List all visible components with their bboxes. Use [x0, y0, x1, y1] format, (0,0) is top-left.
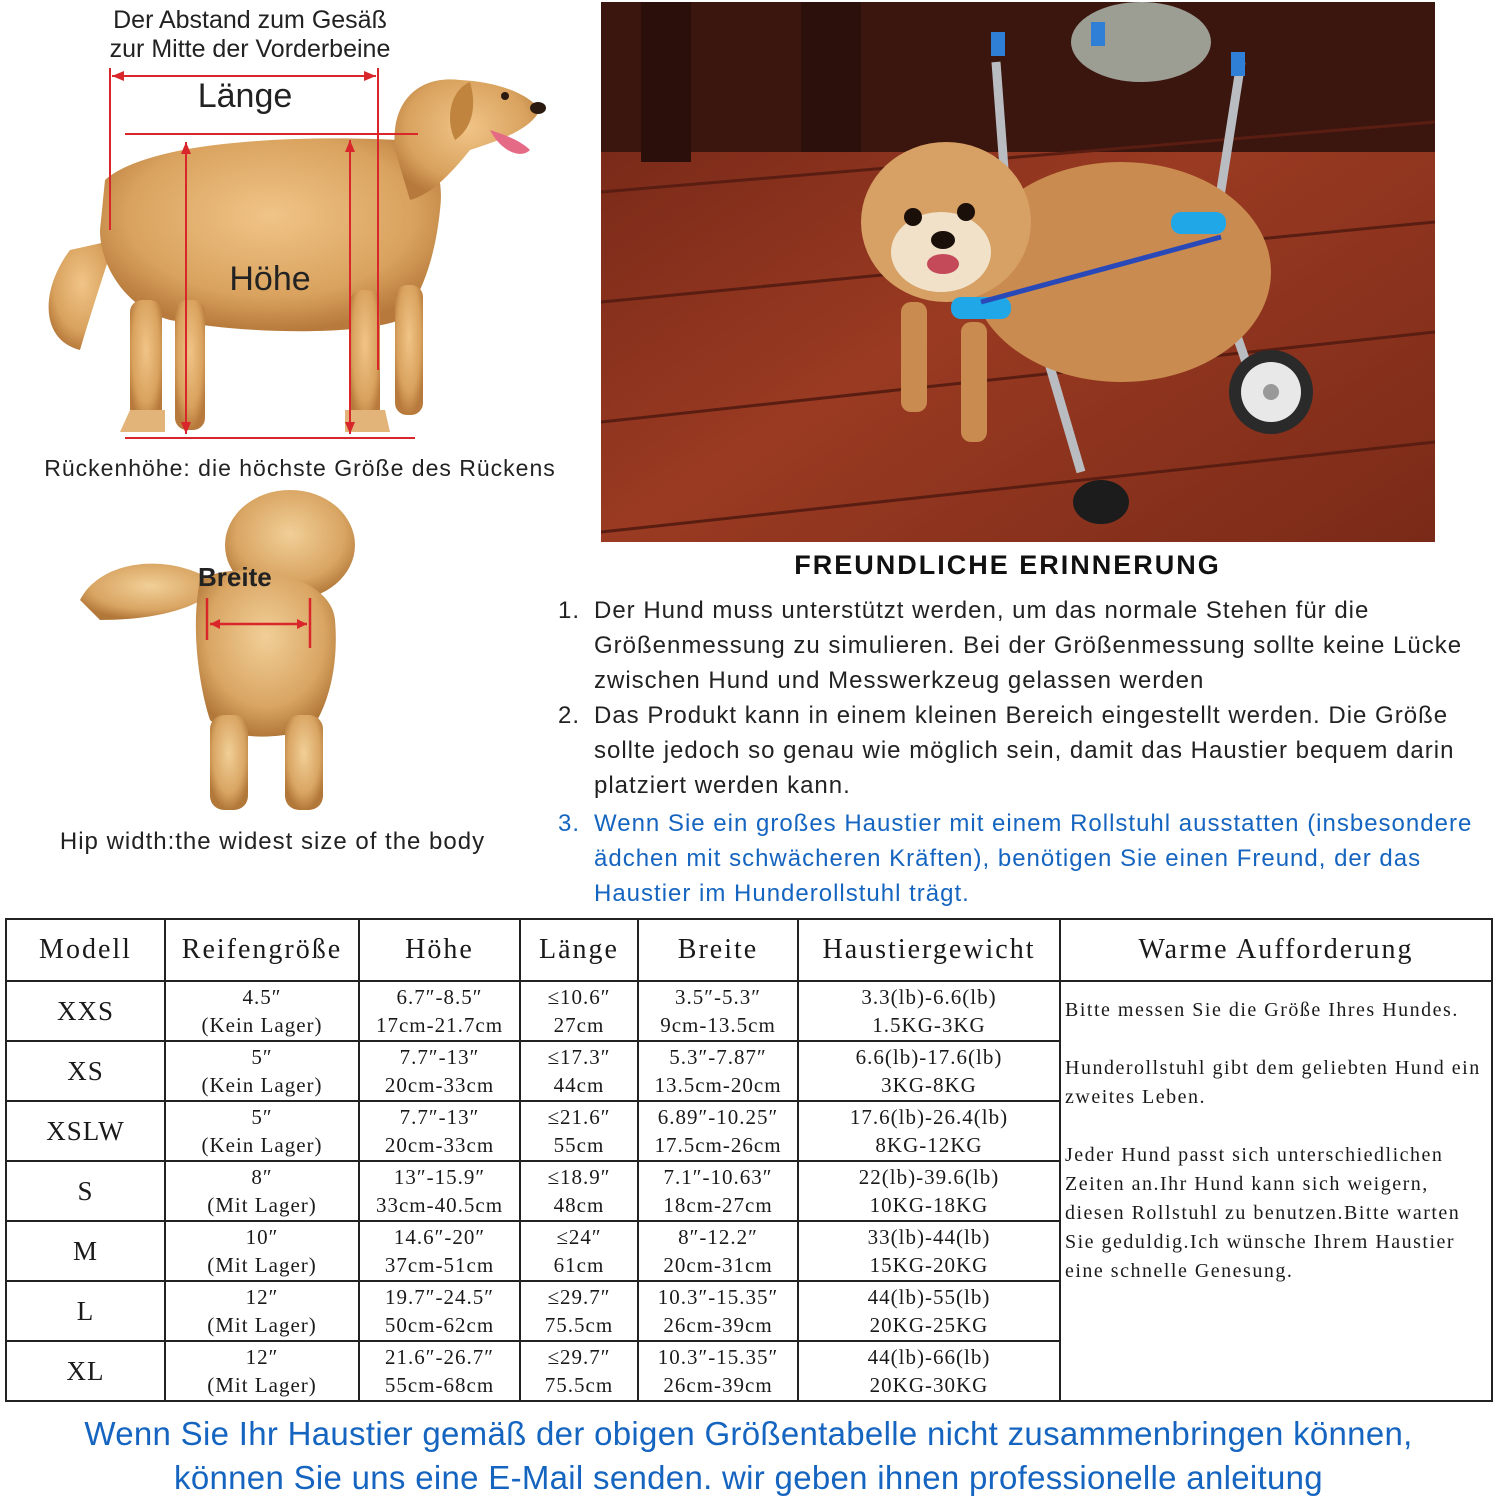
- cell-model: XL: [6, 1341, 165, 1401]
- caster-wheel: [1073, 480, 1129, 524]
- header-tire-size: Reifengröße: [165, 919, 359, 981]
- header-pet-weight: Haustiergewicht: [798, 919, 1060, 981]
- wheel: [1229, 350, 1313, 434]
- warm-note-paragraph: Jeder Hund passt sich unterschiedlichen Zeiten an.Ihr Hund kann sich weigern, diesen Rollstuhl zu benutzen.Bitte warten Sie geduldig.Ich wünsche Ihrem Haustier eine schnelle Genesung.: [1065, 1144, 1461, 1282]
- cell-length: ≤24″ 61cm: [520, 1221, 638, 1281]
- distance-caption: Der Abstand zum Gesäß zur Mitte der Vorderbeine: [109, 6, 391, 63]
- hip-width-caption: Hip width:the widest size of the body: [59, 828, 486, 855]
- reminder-number: 1.: [558, 597, 581, 624]
- cell-weight: 33(lb)-44(lb) 15KG-20KG: [798, 1221, 1060, 1281]
- warm-note-cell: [1060, 981, 1492, 1401]
- height-label: Höhe: [229, 260, 311, 298]
- cell-height: 13″-15.9″ 33cm-40.5cm: [359, 1161, 520, 1221]
- cell-length: ≤18.9″ 48cm: [520, 1161, 638, 1221]
- cell-length: ≤10.6″ 27cm: [520, 981, 638, 1041]
- reminder-number: 3.: [558, 810, 581, 837]
- warm-note-paragraph: Hunderollstuhl gibt dem geliebten Hund ein zweites Leben.: [1065, 1057, 1481, 1108]
- cell-model: L: [6, 1281, 165, 1341]
- cell-height: 7.7″-13″ 20cm-33cm: [359, 1041, 520, 1101]
- reminder-text: Das Produkt kann in einem kleinen Bereich eingestellt werden. Die Größe sollte jedoch so genau wie möglich sein, damit das Haustier bequem darin platziert werden kann.: [594, 702, 1455, 799]
- golden-retriever-side-illustration: [49, 79, 546, 432]
- cell-height: 6.7″-8.5″ 17cm-21.7cm: [359, 981, 520, 1041]
- reminder-text: Wenn Sie ein großes Haustier mit einem Rollstuhl ausstatten (insbesondere ädchen mit schwächeren Kräften), benötigen Sie einen Freund, der das Haustier im Hunderollstuhl trägt.: [594, 810, 1473, 907]
- cell-weight: 44(lb)-55(lb) 20KG-25KG: [798, 1281, 1060, 1341]
- dog-measurement-diagram: [0, 0, 600, 450]
- back-height-caption: Rückenhöhe: die höchste Größe des Rückens: [44, 455, 556, 481]
- reminder-item: [558, 698, 1493, 803]
- warm-note-paragraph: Bitte messen Sie die Größe Ihres Hundes.: [1065, 999, 1459, 1021]
- cell-weight: 17.6(lb)-26.4(lb) 8KG-12KG: [798, 1101, 1060, 1161]
- dog-wheelchair-photo: [601, 2, 1435, 542]
- header-warm-note: Warme Aufforderung: [1060, 919, 1492, 981]
- cell-tire: 8″ (Mit Lager): [165, 1161, 359, 1221]
- cell-width: 10.3″-15.35″ 26cm-39cm: [638, 1341, 798, 1401]
- cell-width: 10.3″-15.35″ 26cm-39cm: [638, 1281, 798, 1341]
- cell-width: 7.1″-10.63″ 18cm-27cm: [638, 1161, 798, 1221]
- table-header-row: [6, 919, 1492, 981]
- golden-retriever-back-illustration: [80, 490, 355, 810]
- size-table: [5, 918, 1493, 1402]
- cell-weight: 22(lb)-39.6(lb) 10KG-18KG: [798, 1161, 1060, 1221]
- cell-width: 3.5″-5.3″ 9cm-13.5cm: [638, 981, 798, 1041]
- cell-width: 5.3″-7.87″ 13.5cm-20cm: [638, 1041, 798, 1101]
- cell-model: S: [6, 1161, 165, 1221]
- cell-weight: 3.3(lb)-6.6(lb) 1.5KG-3KG: [798, 981, 1060, 1041]
- header-height: Höhe: [359, 919, 520, 981]
- cell-height: 7.7″-13″ 20cm-33cm: [359, 1101, 520, 1161]
- cell-weight: 44(lb)-66(lb) 20KG-30KG: [798, 1341, 1060, 1401]
- cell-tire: 12″ (Mit Lager): [165, 1341, 359, 1401]
- cell-height: 14.6″-20″ 37cm-51cm: [359, 1221, 520, 1281]
- cell-tire: 5″ (Kein Lager): [165, 1101, 359, 1161]
- header-width: Breite: [638, 919, 798, 981]
- cell-length: ≤21.6″ 55cm: [520, 1101, 638, 1161]
- cell-model: XSLW: [6, 1101, 165, 1161]
- cell-length: ≤29.7″ 75.5cm: [520, 1341, 638, 1401]
- reminder-title: FREUNDLICHE ERINNERUNG: [794, 550, 1221, 580]
- cell-height: 21.6″-26.7″ 55cm-68cm: [359, 1341, 520, 1401]
- header-model: Modell: [6, 919, 165, 981]
- reminder-item: [558, 593, 1493, 698]
- cell-weight: 6.6(lb)-17.6(lb) 3KG-8KG: [798, 1041, 1060, 1101]
- cell-model: M: [6, 1221, 165, 1281]
- cell-width: 8″-12.2″ 20cm-31cm: [638, 1221, 798, 1281]
- reminder-text: Der Hund muss unterstützt werden, um das normale Stehen für die Größenmessung zu simulieren. Bei der Größenmessung sollte keine Lücke zwischen Hund und Messwerkzeug gelassen werden: [594, 597, 1463, 694]
- cell-tire: 12″ (Mit Lager): [165, 1281, 359, 1341]
- cell-tire: 10″ (Mit Lager): [165, 1221, 359, 1281]
- cell-height: 19.7″-24.5″ 50cm-62cm: [359, 1281, 520, 1341]
- cell-model: XXS: [6, 981, 165, 1041]
- length-label: Länge: [197, 77, 293, 115]
- footer-line-1: Wenn Sie Ihr Haustier gemäß der obigen Größentabelle nicht zusammenbringen können,: [84, 1415, 1413, 1452]
- reminder-number: 2.: [558, 702, 581, 729]
- cell-length: ≤29.7″ 75.5cm: [520, 1281, 638, 1341]
- dog-hip-width-diagram: [60, 490, 380, 820]
- cell-tire: 5″ (Kein Lager): [165, 1041, 359, 1101]
- footer-line-2: können Sie uns eine E-Mail senden. wir geben ihnen professionelle anleitung: [174, 1459, 1323, 1496]
- cell-length: ≤17.3″ 44cm: [520, 1041, 638, 1101]
- width-label: Breite: [198, 562, 272, 592]
- cell-model: XS: [6, 1041, 165, 1101]
- header-length: Länge: [520, 919, 638, 981]
- reminder-item-highlight: [558, 806, 1493, 911]
- cell-width: 6.89″-10.25″ 17.5cm-26cm: [638, 1101, 798, 1161]
- cell-tire: 4.5″ (Kein Lager): [165, 981, 359, 1041]
- table-row: [6, 981, 1492, 1041]
